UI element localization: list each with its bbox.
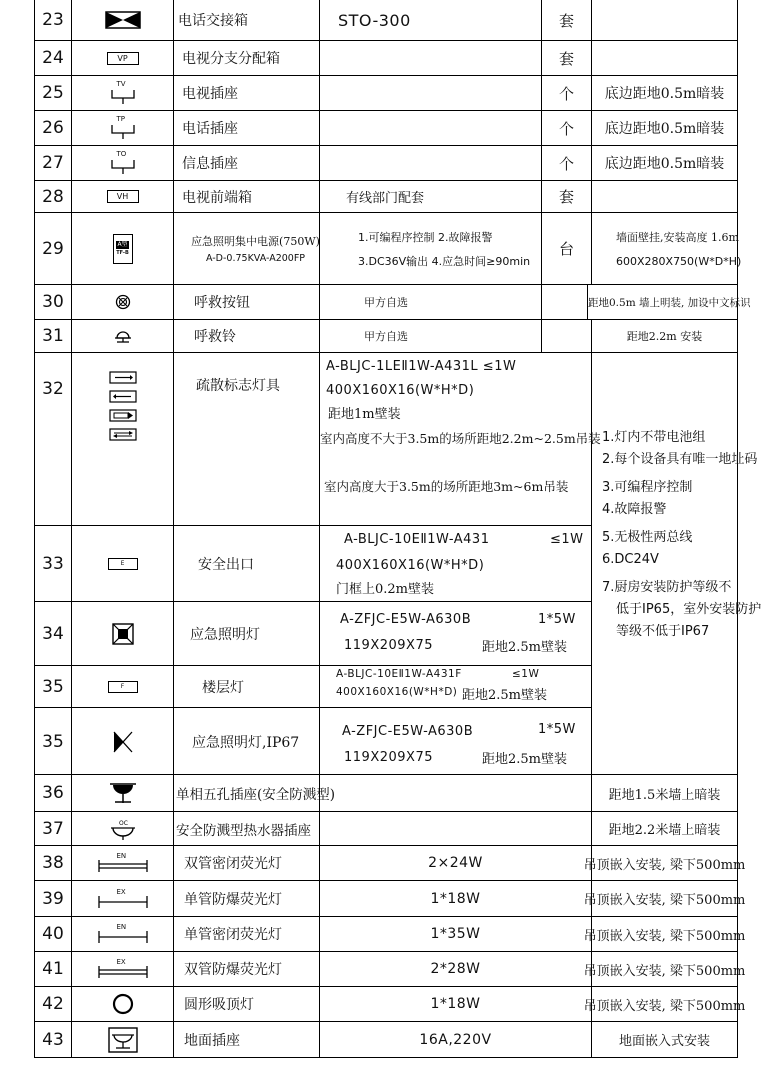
single-explosionproof-fluorescent-icon bbox=[71, 881, 173, 916]
note-line: 1.灯内不带电池组 bbox=[602, 430, 706, 445]
tv-socket-icon bbox=[71, 76, 173, 110]
item-spec: 119X209X75 bbox=[344, 638, 433, 653]
table-row bbox=[35, 0, 737, 40]
row-number: 28 bbox=[42, 186, 64, 207]
item-unit: 套 bbox=[541, 0, 591, 40]
table-row bbox=[35, 40, 737, 75]
table-row bbox=[35, 601, 591, 665]
row-number: 30 bbox=[42, 292, 64, 312]
item-note: 底边距地0.5m暗装 bbox=[604, 86, 725, 102]
item-spec: 119X209X75 bbox=[344, 750, 433, 765]
note-line: 2.每个设备具有唯一地址码 bbox=[602, 452, 758, 467]
item-note: 距地0.5m 墙上明装, 加设中文标识 bbox=[588, 296, 751, 309]
item-note: 吊顶嵌入安装, 梁下500mm bbox=[583, 998, 746, 1014]
item-spec: A-ZFJC-E5W-A630B bbox=[342, 724, 474, 739]
emergency-power-supply-icon bbox=[71, 213, 173, 284]
table-row bbox=[35, 665, 591, 707]
exit-sign-icon bbox=[71, 526, 173, 601]
item-spec: 甲方自选 bbox=[364, 330, 408, 343]
round-ceiling-light-icon bbox=[71, 987, 173, 1021]
item-spec: A-ZFJC-E5W-A630B bbox=[340, 612, 472, 627]
telephone-socket-icon bbox=[71, 111, 173, 145]
icon-label: TV bbox=[116, 80, 126, 88]
row-number: 34 bbox=[42, 623, 64, 644]
row-number: 35 bbox=[42, 676, 64, 697]
item-unit bbox=[541, 285, 587, 319]
item-spec: 距地2.5m壁装 bbox=[462, 688, 548, 703]
item-note: 600X280X750(W*D*H) bbox=[616, 255, 742, 268]
floor-socket-icon bbox=[71, 1022, 173, 1057]
table-row bbox=[35, 845, 746, 880]
table-row bbox=[35, 353, 601, 525]
note-line: 4.故障报警 bbox=[602, 502, 667, 517]
item-spec: STO-300 bbox=[338, 10, 411, 30]
item-spec: 有线部门配套 bbox=[346, 191, 425, 206]
row-number: 26 bbox=[42, 118, 64, 138]
row-number: 42 bbox=[42, 994, 64, 1014]
row-number: 32 bbox=[42, 379, 64, 399]
row-number: 31 bbox=[42, 326, 64, 346]
item-unit: 个 bbox=[541, 76, 591, 110]
item-note: 距地2.2m 安装 bbox=[626, 330, 703, 343]
item-name: 双管防爆荧光灯 bbox=[184, 962, 282, 978]
item-spec: 1*5W bbox=[538, 612, 576, 627]
item-name: 地面插座 bbox=[184, 1032, 240, 1049]
icon-label-bottom: TF-B bbox=[116, 249, 129, 256]
table-row bbox=[35, 110, 737, 145]
item-spec: 400X160X16(W*H*D) bbox=[336, 686, 458, 698]
item-spec: 1*5W bbox=[538, 722, 576, 737]
item-model: A-D-0.75KVA-A200FP bbox=[205, 253, 306, 264]
icon-label: E bbox=[108, 558, 138, 570]
item-name: 双管密闭荧光灯 bbox=[184, 856, 282, 872]
row-number: 41 bbox=[42, 959, 64, 979]
icon-label: TP bbox=[116, 115, 125, 123]
note-line: 3.可编程序控制 bbox=[602, 480, 693, 495]
icon-label: VP bbox=[107, 52, 139, 65]
table-row bbox=[35, 986, 746, 1021]
item-name: 安全出口 bbox=[198, 556, 254, 573]
item-spec: 1.可编程序控制 2.故障报警 bbox=[358, 230, 493, 244]
row-number: 39 bbox=[42, 888, 64, 909]
information-socket-icon bbox=[71, 146, 173, 180]
table-row bbox=[35, 811, 737, 845]
note-line: 6.DC24V bbox=[602, 552, 659, 567]
row-number: 43 bbox=[42, 1029, 64, 1050]
item-note: 距地2.2米墙上暗装 bbox=[608, 823, 721, 838]
item-spec: 甲方自选 bbox=[364, 296, 408, 309]
row-number: 33 bbox=[42, 553, 64, 574]
item-spec: A-BLJC-10EⅡ1W-A431 bbox=[344, 532, 490, 547]
table-row bbox=[35, 525, 591, 601]
item-note: 底边距地0.5m暗装 bbox=[604, 121, 725, 137]
item-note: 吊顶嵌入安装, 梁下500mm bbox=[583, 857, 746, 873]
icon-label: EX bbox=[116, 887, 126, 896]
row-number: 35 bbox=[42, 731, 64, 752]
alarm-bell-icon bbox=[71, 320, 173, 352]
note-line: 低于IP65，室外安装防护 bbox=[616, 602, 762, 617]
item-note: 地面嵌入式安装 bbox=[618, 1034, 710, 1049]
item-spec: 室内高度不大于3.5m的场所距地2.2m~2.5m吊装 bbox=[320, 431, 601, 446]
arrow-left-sign-icon bbox=[109, 390, 137, 403]
item-note: 距地1.5米墙上暗装 bbox=[608, 787, 721, 803]
item-name: 呼救按钮 bbox=[194, 295, 250, 311]
tv-headend-box-icon bbox=[71, 181, 173, 212]
item-spec: 3.DC36V输出 4.应急时间≥90min bbox=[358, 254, 531, 268]
note-line: 7.厨房安装防护等级不 bbox=[602, 580, 732, 595]
item-spec: 距地1m壁装 bbox=[328, 407, 401, 422]
item-name: 应急照明集中电源(750W) bbox=[191, 235, 320, 248]
note-line: 5.无极性两总线 bbox=[602, 530, 693, 545]
item-spec: 2×24W bbox=[428, 855, 483, 871]
shared-notes bbox=[591, 353, 762, 774]
item-name: 单管密闭荧光灯 bbox=[184, 927, 282, 943]
item-name: 电话插座 bbox=[182, 121, 238, 137]
item-name: 电视插座 bbox=[182, 86, 238, 102]
icon-label: TO bbox=[116, 150, 127, 158]
floor-sign-icon bbox=[71, 666, 173, 707]
table-row bbox=[35, 180, 737, 212]
double-sealed-fluorescent-icon bbox=[71, 846, 173, 880]
table-row bbox=[35, 880, 746, 916]
item-spec: 距地2.5m壁装 bbox=[482, 640, 568, 655]
icon-label: EX bbox=[116, 958, 126, 966]
item-name: 圆形吸顶灯 bbox=[184, 997, 254, 1013]
item-name: 安全防溅型热水器插座 bbox=[176, 822, 311, 839]
table-row bbox=[35, 916, 746, 951]
item-spec: 2*28W bbox=[430, 961, 481, 977]
item-name: 信息插座 bbox=[182, 156, 238, 172]
item-spec: 室内高度大于3.5m的场所距地3m~6m吊装 bbox=[324, 479, 569, 494]
item-name: 应急照明灯,IP67 bbox=[192, 734, 300, 751]
emergency-lighting-group bbox=[35, 352, 762, 774]
item-spec: 1*18W bbox=[430, 996, 481, 1012]
item-unit: 套 bbox=[541, 41, 591, 75]
icon-label-top: A型 bbox=[117, 240, 128, 248]
row-number: 40 bbox=[42, 924, 64, 944]
item-name: 电视分支分配箱 bbox=[182, 51, 280, 67]
item-spec: 1*18W bbox=[430, 890, 481, 907]
item-spec: A-BLJC-1LEⅡ1W-A431L ≤1W bbox=[326, 359, 517, 374]
item-spec: 1*35W bbox=[430, 926, 481, 942]
row-number: 24 bbox=[42, 48, 64, 68]
item-spec: A-BLJC-10EⅡ1W-A431F bbox=[336, 668, 462, 680]
arrow-right-bold-sign-icon bbox=[109, 409, 137, 422]
table-row bbox=[35, 75, 737, 110]
water-heater-socket-icon bbox=[71, 812, 173, 845]
emergency-light-icon bbox=[71, 602, 173, 665]
single-sealed-fluorescent-icon bbox=[71, 917, 173, 951]
arrow-right-sign-icon bbox=[109, 371, 137, 384]
row-number: 36 bbox=[42, 783, 64, 803]
item-name: 单管防爆荧光灯 bbox=[184, 891, 282, 908]
item-note: 吊顶嵌入安装, 梁下500mm bbox=[583, 893, 746, 908]
item-unit bbox=[541, 320, 591, 352]
icon-label: EN bbox=[116, 923, 127, 931]
item-spec: ≤1W bbox=[512, 668, 540, 680]
item-spec: 距地2.5m壁装 bbox=[482, 752, 568, 767]
table-row bbox=[35, 951, 746, 986]
item-name: 疏散标志灯具 bbox=[196, 378, 280, 394]
row-number: 27 bbox=[42, 153, 64, 173]
row-number: 29 bbox=[42, 238, 64, 259]
call-button-icon bbox=[71, 285, 173, 319]
item-spec: 400X160X16(W*H*D) bbox=[336, 558, 485, 573]
item-name: 呼救铃 bbox=[194, 329, 236, 345]
row-number: 23 bbox=[42, 10, 64, 30]
item-unit: 个 bbox=[541, 111, 591, 145]
splashproof-socket-icon bbox=[71, 775, 173, 811]
item-note: 吊顶嵌入安装, 梁下500mm bbox=[583, 963, 746, 979]
table-row bbox=[35, 212, 742, 284]
item-note bbox=[591, 0, 737, 40]
item-name: 电视前端箱 bbox=[182, 189, 252, 206]
icon-label: F bbox=[108, 681, 138, 693]
bidirectional-sign-icon bbox=[109, 428, 137, 441]
item-unit: 台 bbox=[541, 213, 591, 284]
evacuation-sign-icons bbox=[71, 353, 173, 525]
item-note: 墙面壁挂,安装高度 1.6m bbox=[616, 231, 739, 244]
table-row bbox=[35, 319, 737, 352]
item-name: 楼层灯 bbox=[202, 679, 244, 696]
svg-text:OC: OC bbox=[118, 819, 128, 827]
row-number: 38 bbox=[42, 853, 64, 873]
item-note: 吊顶嵌入安装, 梁下500mm bbox=[583, 928, 746, 944]
item-name: 应急照明灯 bbox=[190, 626, 260, 643]
item-unit: 套 bbox=[541, 181, 591, 212]
waterproof-emergency-light-icon bbox=[71, 708, 173, 775]
item-spec: 400X160X16(W*H*D) bbox=[326, 383, 475, 398]
table-row bbox=[35, 707, 591, 775]
item-note: 底边距地0.5m暗装 bbox=[604, 156, 725, 172]
table-row bbox=[35, 1021, 737, 1057]
table-row bbox=[35, 145, 737, 180]
icon-label: EN bbox=[116, 852, 127, 860]
legend-table bbox=[34, 0, 762, 1058]
note-line: 等级不低于IP67 bbox=[616, 624, 710, 639]
row-number: 37 bbox=[42, 818, 64, 839]
table-row bbox=[35, 284, 751, 319]
item-name: 电话交接箱 bbox=[178, 13, 248, 29]
telephone-junction-box-icon bbox=[71, 0, 173, 40]
row-number: 25 bbox=[42, 83, 64, 103]
item-spec: 门框上0.2m壁装 bbox=[336, 582, 435, 597]
tv-distribution-box-icon bbox=[71, 41, 173, 75]
icon-label: VH bbox=[107, 190, 139, 203]
item-spec: 16A,220V bbox=[419, 1031, 492, 1048]
item-unit: 个 bbox=[541, 146, 591, 180]
double-explosionproof-fluorescent-icon bbox=[71, 952, 173, 986]
item-spec: ≤1W bbox=[550, 532, 584, 547]
item-name: 单相五孔插座(安全防溅型) bbox=[176, 787, 336, 803]
table-row bbox=[35, 774, 737, 811]
